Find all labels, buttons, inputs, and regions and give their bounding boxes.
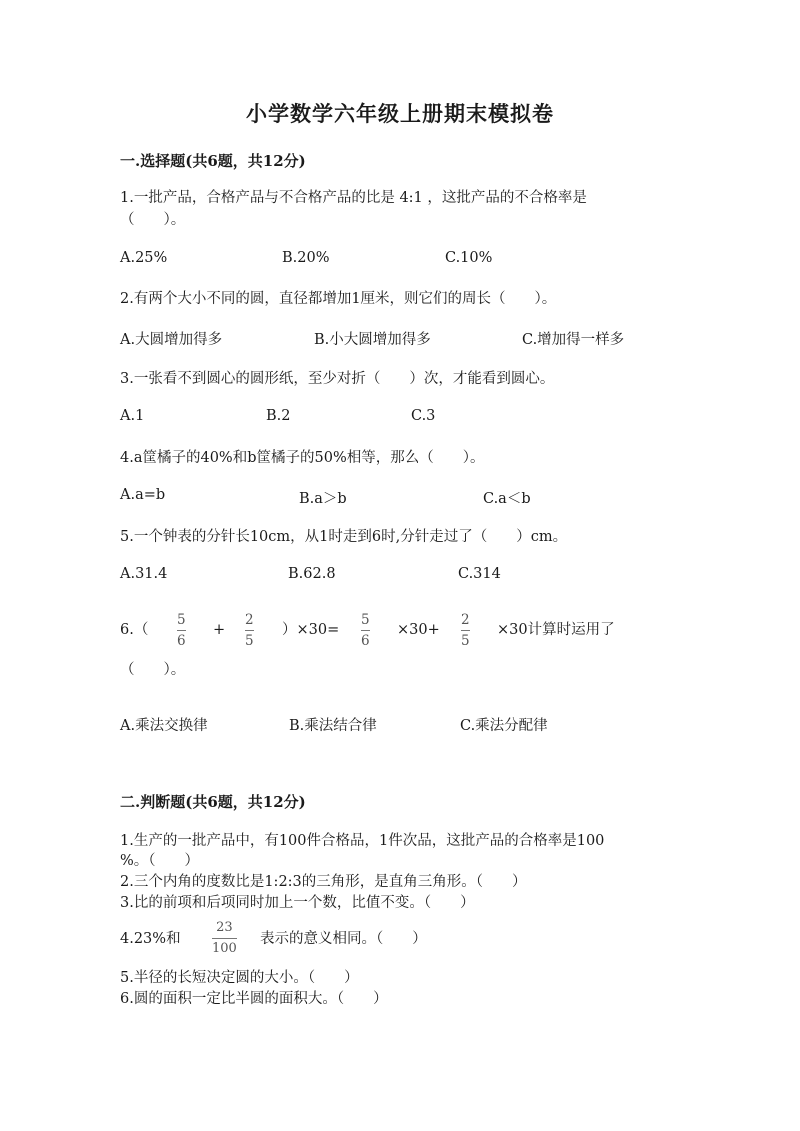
question-6-fraction-4 (461, 612, 470, 649)
question-4-option-c: C.a＜b (483, 491, 531, 507)
fraction-denominator: 6 (177, 633, 186, 649)
question-1-line-2: （ ）。 (120, 212, 186, 228)
judge-1-line-2: %。（ ） (120, 853, 200, 869)
question-5-option-b: B.62.8 (288, 566, 336, 582)
judge-4-suffix: 表示的意义相同。（ ） (260, 931, 427, 947)
fraction-bar (461, 630, 470, 631)
fraction-denominator: 6 (361, 633, 370, 649)
fraction-bar (177, 630, 186, 631)
question-4-option-b: B.a＞b (299, 491, 347, 507)
fraction-bar (212, 938, 237, 939)
fraction-denominator: 100 (212, 941, 237, 956)
question-1-option-b: B.20% (282, 250, 330, 266)
question-3-option-c: C.3 (411, 408, 436, 424)
judge-4-prefix: 4.23%和 (120, 931, 181, 947)
section-heading-true-false: 二.判断题(共6题，共12分) (120, 793, 306, 811)
fraction-numerator: 2 (245, 612, 254, 628)
question-6-option-a: A.乘法交换律 (120, 718, 208, 734)
question-3-text: 3.一张看不到圆心的圆形纸，至少对折（ ）次，才能看到圆心。 (120, 371, 555, 387)
question-5-option-c: C.314 (458, 566, 501, 582)
question-5-option-a: A.31.4 (120, 566, 168, 582)
question-2-text: 2.有两个大小不同的圆，直径都增加1厘米，则它们的周长（ ）。 (120, 291, 557, 307)
fraction-numerator: 5 (177, 612, 186, 628)
question-1-option-a: A.25% (120, 250, 168, 266)
fraction-numerator: 2 (461, 612, 470, 628)
judge-3: 3.比的前项和后项同时加上一个数，比值不变。（ ） (120, 895, 475, 911)
question-6-suffix: ×30计算时运用了 (497, 622, 615, 638)
fraction-bar (361, 630, 370, 631)
judge-1-line-1: 1.生产的一批产品中，有100件合格品，1件次品，这批产品的合格率是100 (120, 833, 605, 849)
question-6-plus: + (213, 622, 226, 638)
fraction-bar (245, 630, 254, 631)
page-title: 小学数学六年级上册期末模拟卷 (246, 101, 554, 126)
fraction-denominator: 5 (461, 633, 470, 649)
question-4-text: 4.a筐橘子的40%和b筐橘子的50%相等，那么（ ）。 (120, 450, 485, 466)
question-2-option-b: B.小大圆增加得多 (314, 332, 431, 348)
question-6-option-c: C.乘法分配律 (460, 718, 548, 734)
fraction-numerator: 5 (361, 612, 370, 628)
judge-2: 2.三个内角的度数比是1:2:3的三角形，是直角三角形。（ ） (120, 874, 527, 890)
question-4-option-a: A.a=b (120, 487, 166, 503)
question-3-option-a: A.1 (120, 408, 145, 424)
question-6-fraction-3 (361, 612, 370, 649)
section-heading-choice: 一.选择题(共6题，共12分) (120, 152, 306, 170)
fraction-denominator: 5 (245, 633, 254, 649)
judge-5: 5.半径的长短决定圆的大小。（ ） (120, 970, 359, 986)
question-6-option-b: B.乘法结合律 (289, 718, 377, 734)
judge-4-fraction (212, 920, 237, 957)
question-2-option-c: C.增加得一样多 (522, 332, 625, 348)
question-6-fraction-1 (177, 612, 186, 649)
question-5-text: 5.一个钟表的分针长10cm，从1时走到6时,分针走过了（ ）cm。 (120, 529, 568, 545)
question-6-fraction-2 (245, 612, 254, 649)
question-3-option-b: B.2 (266, 408, 291, 424)
question-1-option-c: C.10% (445, 250, 493, 266)
question-6-prefix: 6.（ (120, 622, 149, 638)
fraction-numerator: 23 (216, 920, 233, 935)
question-6-middle: ）×30= (282, 622, 340, 638)
question-6-line-2: （ ）。 (120, 662, 186, 678)
question-6-times-30-plus: ×30+ (397, 622, 440, 638)
judge-6: 6.圆的面积一定比半圆的面积大。（ ） (120, 991, 388, 1007)
question-2-option-a: A.大圆增加得多 (120, 332, 223, 348)
question-1-line-1: 1.一批产品，合格产品与不合格产品的比是 4:1 ，这批产品的不合格率是 (120, 190, 587, 206)
